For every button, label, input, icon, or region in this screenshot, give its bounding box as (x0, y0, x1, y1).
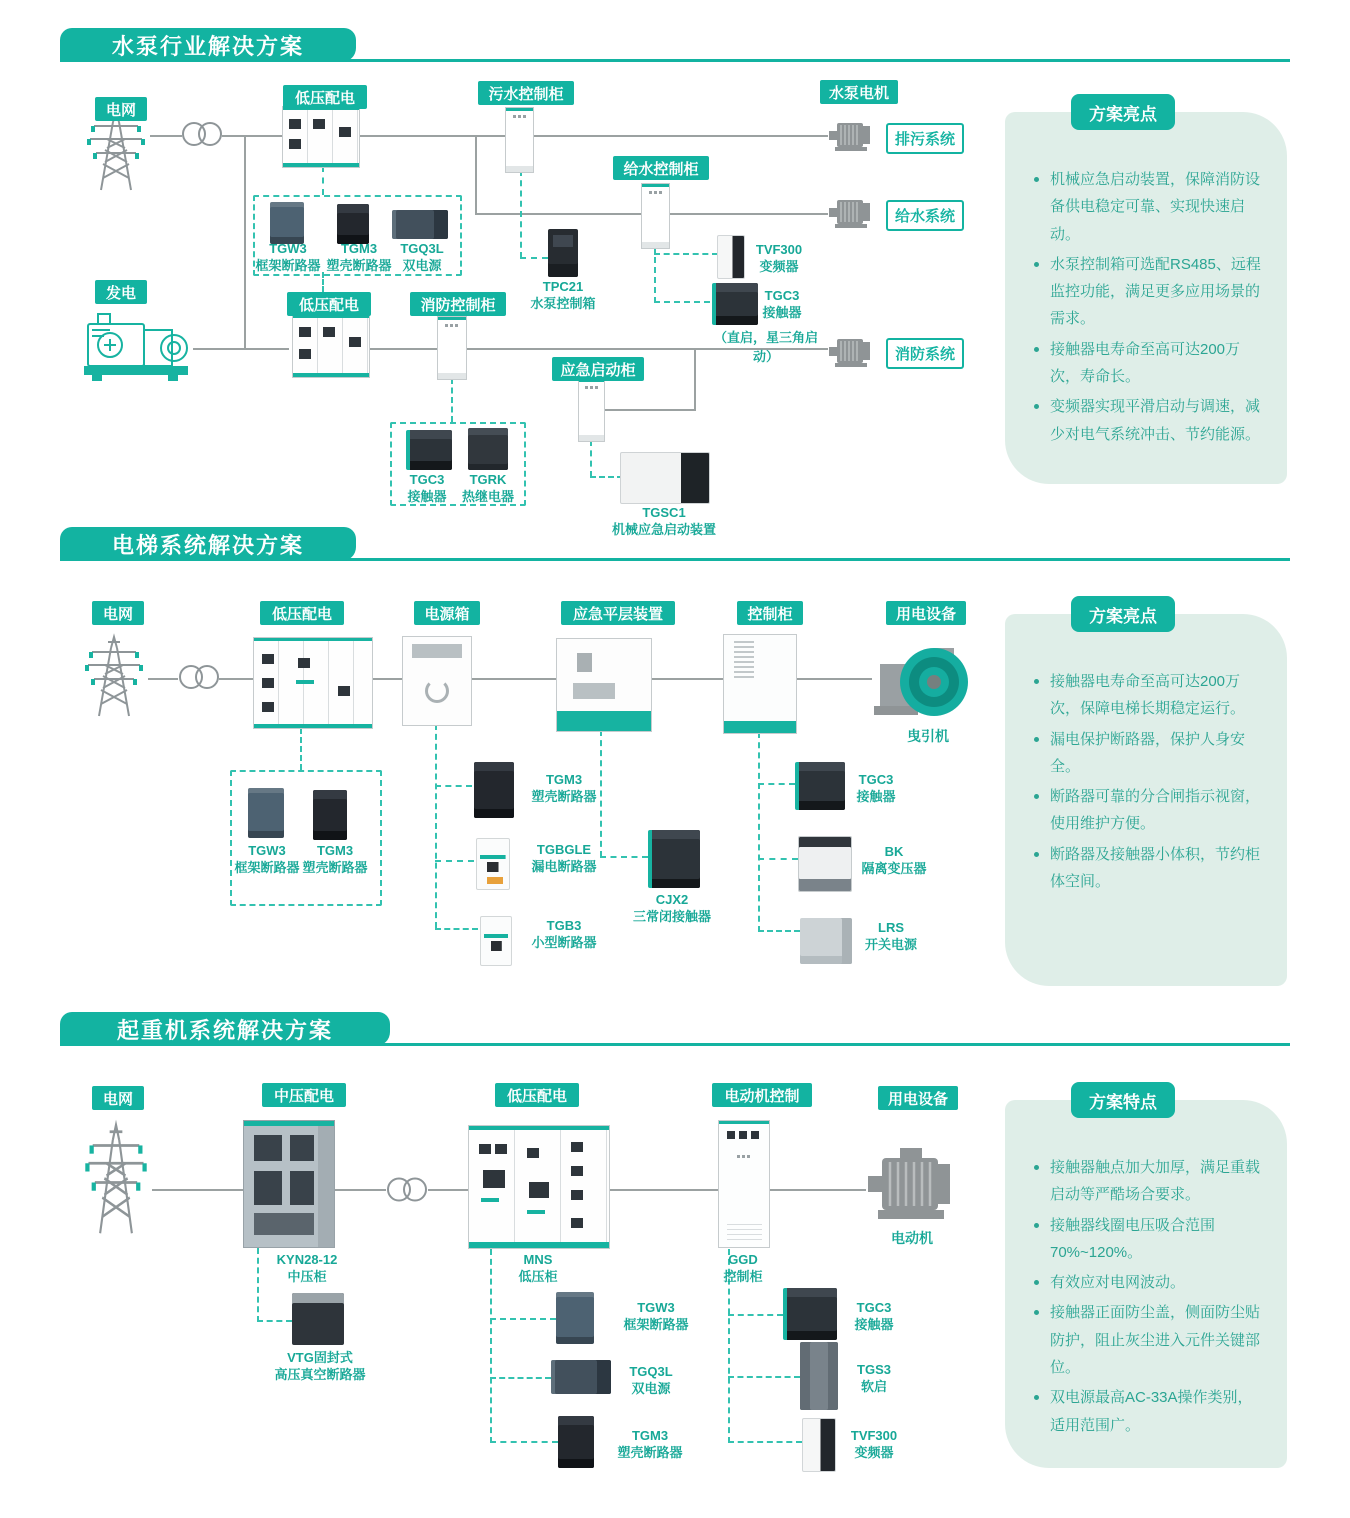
section-3-title: 起重机系统解决方案 (116, 1017, 333, 1043)
node-label-lv: 低压配电 (495, 1083, 579, 1107)
product-TGS3 (800, 1342, 838, 1410)
dashed-connector (600, 856, 648, 858)
highlight-panel (1005, 112, 1287, 484)
product-label: TGM3 塑壳断路器 (302, 843, 368, 875)
traction-machine-label: 曳引机 (907, 728, 949, 744)
connector-line (475, 213, 641, 215)
product-label: TGQ3L 双电源 (629, 1364, 673, 1396)
lv-cabinet-graphic (468, 1125, 610, 1249)
leveling-device-graphic (556, 638, 652, 732)
bullet-item: 接触器电寿命至高可达200万次，寿命长。 (1031, 336, 1263, 391)
product-label: TGC3 接触器 (854, 1300, 894, 1332)
start-mode-note: （直启，星三角启动） (713, 330, 818, 364)
product-label: TGSC1 机械应急启动装置 (611, 505, 716, 537)
connector-line (650, 678, 723, 680)
dashed-connector (758, 732, 760, 932)
connector-line (193, 348, 289, 350)
node-label-grid: 电网 (92, 1086, 144, 1110)
bullet-list (1005, 112, 1287, 471)
product-TGC3 (783, 1288, 837, 1340)
product-TGW3 (270, 202, 304, 244)
connector-line (219, 678, 253, 680)
dashed-connector (300, 728, 302, 770)
product-label: TGW3 框架断路器 (623, 1300, 689, 1332)
mv-cabinet-graphic (243, 1120, 335, 1248)
product-TPC21 (548, 229, 578, 277)
supply-cabinet-graphic (641, 183, 670, 249)
product-label: TGC3 接触器 (762, 288, 802, 320)
section-1-title: 水泵行业解决方案 (111, 33, 304, 59)
connector-line (475, 135, 477, 215)
product-label: TGBGLE 漏电断路器 (531, 842, 597, 874)
connector-line (768, 1189, 866, 1191)
product-label: TGS3 软启 (857, 1362, 891, 1394)
product-label: TPC21 水泵控制箱 (530, 279, 596, 311)
product-label: VTG固封式 高压真空断路器 (274, 1350, 366, 1382)
bullet-item: 断路器及接触器小体积，节约柜体空间。 (1031, 841, 1263, 896)
dashed-connector (435, 785, 472, 787)
product-label: TVF300 变频器 (850, 1428, 898, 1460)
product-label: LRS 开关电源 (864, 920, 917, 952)
bullet-list (1005, 614, 1287, 918)
dashed-connector (758, 783, 795, 785)
system-box-water: 给水系统 (886, 200, 964, 231)
cabinet-label: KYN28-12 中压柜 (276, 1252, 338, 1284)
dashed-connector (758, 930, 800, 932)
dashed-connector (520, 170, 522, 258)
product-LRS (800, 918, 852, 964)
dashed-connector (654, 301, 710, 303)
product-label: TGM3 塑壳断路器 (531, 772, 597, 804)
product-TGW3 (248, 788, 284, 838)
product-label: BK 隔离变压器 (861, 844, 927, 876)
node-label-sewage-cabinet: 污水控制柜 (478, 81, 574, 105)
emergency-cabinet-graphic (578, 378, 605, 442)
section-2-title: 电梯系统解决方案 (111, 532, 304, 558)
product-TGQ3L (551, 1360, 611, 1394)
product-TGC3 (795, 762, 845, 810)
fire-cabinet-graphic (437, 316, 467, 380)
transmission-tower-icon (80, 632, 148, 718)
system-box-drain: 排污系统 (886, 123, 964, 154)
generator-icon (78, 298, 196, 386)
motor-icon (827, 196, 873, 230)
transformer-icon (386, 1176, 428, 1204)
node-label-emergency-cabinet: 应急启动柜 (552, 357, 644, 381)
connector-line (667, 213, 828, 215)
product-TGM3 (558, 1416, 594, 1468)
connector-line (608, 1189, 718, 1191)
product-TVF300 (717, 235, 745, 279)
highlight-panel (1005, 614, 1287, 986)
control-cabinet-graphic (723, 634, 797, 734)
dashed-connector (322, 166, 324, 195)
node-label-load: 用电设备 (886, 601, 966, 625)
dashed-connector (257, 1248, 259, 1322)
lv-cabinet-graphic (253, 637, 373, 729)
connector-line (152, 1189, 243, 1191)
connector-line (532, 135, 828, 137)
bullet-item: 有效应对电网波动。 (1031, 1269, 1263, 1296)
dashed-connector (520, 257, 548, 259)
node-label-lv: 低压配电 (260, 601, 344, 625)
dashed-connector (435, 724, 437, 928)
transformer-icon (181, 121, 223, 148)
node-label-mv: 中压配电 (262, 1083, 346, 1107)
node-label-leveling-device: 应急平层装置 (561, 601, 675, 625)
bullet-item: 断路器可靠的分合闸指示视窗，使用维护方便。 (1031, 783, 1263, 838)
bullet-item: 水泵控制箱可选配RS485、远程监控功能，满足更多应用场景的需求。 (1031, 251, 1263, 333)
product-label: TGQ3L 双电源 (400, 241, 444, 273)
system-box-fire: 消防系统 (886, 338, 964, 369)
highlight-panel (1005, 1100, 1287, 1468)
product-TGC3 (406, 430, 452, 470)
product-TGBGLE (476, 838, 510, 890)
product-label: TGW3 框架断路器 (255, 241, 321, 273)
product-CJX2 (648, 830, 700, 888)
product-TGC3 (712, 283, 758, 325)
dashed-connector (758, 858, 798, 860)
product-TGQ3L (392, 210, 448, 239)
product-TGM3 (337, 204, 369, 244)
connector-line (222, 135, 282, 137)
connector-line (428, 1189, 468, 1191)
bullet-item: 接触器正面防尘盖，侧面防尘贴防护，阻止灰尘进入元件关键部位。 (1031, 1299, 1263, 1381)
node-label-grid: 电网 (95, 97, 147, 121)
connector-line (371, 678, 402, 680)
motor-icon (866, 1148, 954, 1222)
connector-line (603, 409, 696, 411)
product-label: TGB3 小型断路器 (531, 918, 597, 950)
dashed-connector (257, 1320, 292, 1322)
product-TVF300 (802, 1418, 836, 1472)
dashed-connector (728, 1314, 783, 1316)
dashed-connector (435, 928, 478, 930)
dashed-connector (490, 1377, 551, 1379)
connector-line (150, 135, 182, 137)
motor-control-cabinet-graphic (718, 1120, 770, 1248)
product-label: TGRK 热继电器 (461, 472, 514, 504)
transmission-tower-icon (80, 1118, 152, 1236)
dashed-connector (451, 378, 453, 422)
power-box-graphic (402, 636, 472, 726)
section-2-header (60, 527, 356, 561)
lv-cabinet-graphic (292, 314, 370, 378)
connector-line (470, 678, 556, 680)
product-TGSC1 (620, 452, 710, 504)
motor-icon (827, 335, 873, 369)
bullet-item: 双电源最高AC-33A操作类别，适用范围广。 (1031, 1384, 1263, 1439)
dashed-connector (590, 440, 592, 477)
dashed-connector (600, 730, 602, 857)
product-label: CJX2 三常闭接触器 (632, 892, 711, 924)
node-label-power-box: 电源箱 (414, 601, 480, 625)
dashed-connector (490, 1318, 556, 1320)
connector-line (358, 135, 506, 137)
product-label: TGM3 塑壳断路器 (326, 241, 392, 273)
dashed-connector (728, 1441, 802, 1443)
bullet-item: 机械应急启动装置，保障消防设备供电稳定可靠、实现快速启动。 (1031, 166, 1263, 248)
node-label-supply-cabinet: 给水控制柜 (613, 156, 709, 180)
connector-line (333, 1189, 386, 1191)
connector-line (244, 135, 246, 350)
product-TGRK (468, 428, 508, 470)
node-label-load: 用电设备 (878, 1086, 958, 1110)
node-label-control-cabinet: 控制柜 (737, 601, 803, 625)
dashed-connector (654, 253, 718, 255)
sewage-cabinet-graphic (505, 107, 534, 173)
bullet-list (1005, 1100, 1287, 1462)
node-label-generation: 发电 (95, 280, 147, 304)
dashed-connector (654, 247, 656, 303)
traction-machine-icon (872, 638, 968, 722)
node-label-grid: 电网 (92, 601, 144, 625)
product-label: TVF300 变频器 (755, 242, 803, 274)
bullet-item: 接触器触点加大加厚，满足重载启动等严酷场合要求。 (1031, 1154, 1263, 1209)
product-TGW3 (556, 1292, 594, 1344)
lv-cabinet-graphic (282, 106, 360, 168)
product-label: TGC3 接触器 (407, 472, 447, 504)
transformer-icon (178, 664, 220, 691)
connector-line (148, 678, 178, 680)
connector-line (368, 348, 438, 350)
cabinet-label: GGD 控制柜 (723, 1252, 763, 1284)
bullet-item: 漏电保护断路器，保护人身安全。 (1031, 726, 1263, 781)
connector-line (694, 350, 696, 410)
dashed-connector (490, 1249, 492, 1443)
node-label-lv1: 低压配电 (283, 85, 367, 109)
panel-badge: 方案特点 (1071, 1082, 1175, 1118)
connector-line (795, 678, 872, 680)
product-TGM3 (313, 790, 347, 840)
panel-badge: 方案亮点 (1071, 596, 1175, 632)
dashed-connector (590, 476, 623, 478)
dashed-connector (728, 1376, 800, 1378)
section-1-header (60, 28, 356, 62)
section-3-header (60, 1012, 390, 1046)
product-VTG (292, 1293, 344, 1345)
product-TGM3 (474, 762, 514, 818)
product-label: TGW3 框架断路器 (234, 843, 300, 875)
product-label: TGM3 塑壳断路器 (617, 1428, 683, 1460)
bullet-item: 接触器电寿命至高可达200万次，保障电梯长期稳定运行。 (1031, 668, 1263, 723)
bullet-item: 接触器线圈电压吸合范围70%~120%。 (1031, 1212, 1263, 1267)
cabinet-label: MNS 低压柜 (518, 1252, 558, 1284)
product-TGB3 (480, 916, 512, 966)
panel-badge: 方案亮点 (1071, 94, 1175, 130)
node-label-motor-control: 电动机控制 (712, 1083, 812, 1107)
bullet-item: 变频器实现平滑启动与调速，减少对电气系统冲击、节约能源。 (1031, 393, 1263, 448)
node-label-lv2: 低压配电 (287, 292, 371, 316)
product-BK (798, 836, 852, 892)
dashed-connector (490, 1441, 558, 1443)
node-label-pump-motor: 水泵电机 (820, 80, 898, 104)
dashed-connector (435, 860, 474, 862)
motor-label: 电动机 (891, 1230, 933, 1246)
product-label: TGC3 接触器 (856, 772, 896, 804)
motor-icon (827, 119, 873, 153)
node-label-fire-cabinet: 消防控制柜 (410, 292, 506, 316)
